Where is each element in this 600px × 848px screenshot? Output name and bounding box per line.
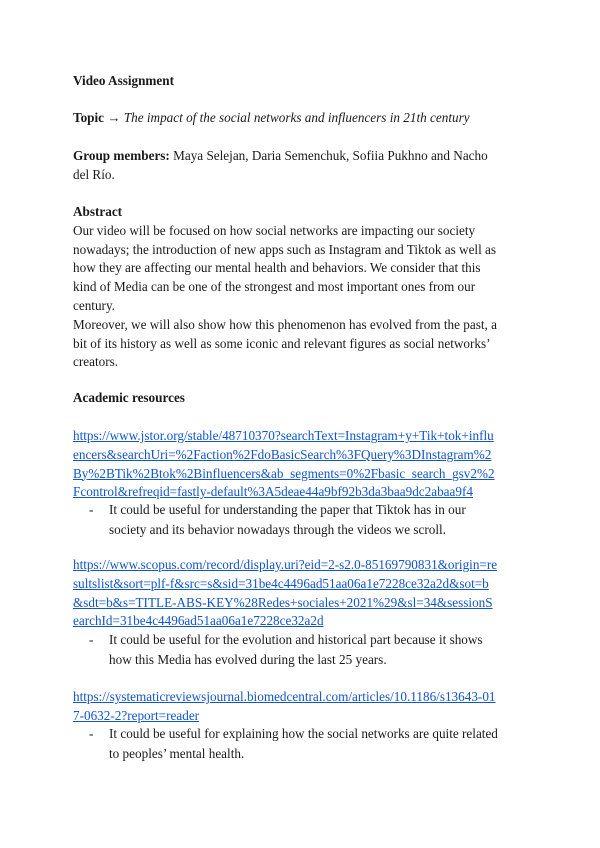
abstract-line: century.: [73, 297, 115, 313]
resource-url-line[interactable]: Fcontrol&refreqid=fastly-default%3A5deae44a9bf92b3da3baa9dc2abaa9f4: [73, 484, 473, 500]
topic-arrow: →: [107, 110, 121, 125]
resource-url-line[interactable]: https://www.scopus.com/record/display.uri?eid=2-s2.0-85169790831&origin=re: [73, 557, 498, 572]
abstract-line: creators.: [73, 354, 119, 370]
resource-url-line[interactable]: &sdt=b&s=TITLE-ABS-KEY%28Redes+sociales+2021%29&sl=34&sessionS: [73, 594, 493, 610]
group-members-names-cont: del Río.: [73, 166, 115, 182]
bullet-dash: -: [89, 632, 94, 647]
resource-note-line: It could be useful for understanding the paper that Tiktok has in our: [109, 502, 466, 517]
abstract-line: how they are affecting our mental health and behaviors. We consider that this: [73, 260, 481, 276]
group-members-names: Maya Selejan, Daria Semenchuk, Sofiia Pukhno and Nacho: [173, 148, 488, 163]
abstract-line: Our video will be focused on how social networks are impacting our society: [73, 222, 476, 238]
resource-url-line[interactable]: earchId=31be4c4496ad51aa06a1e7228ce32a2d: [73, 613, 324, 629]
resource-url-line[interactable]: 7-0632-2?report=reader: [73, 707, 200, 723]
group-members: [73, 147, 533, 185]
resource-note-line: It could be useful for explaining how the social networks are quite related: [109, 726, 498, 741]
resource-url-line[interactable]: https://systematicreviewsjournal.biomedcentral.com/articles/10.1186/s13643-01: [73, 689, 496, 704]
resource-note-line: to peoples’ mental health.: [109, 746, 245, 761]
abstract-line: bit of its history as well as some iconic and relevant figures as social networks’: [73, 335, 491, 351]
resource-url-line[interactable]: encers&searchUri=%2Faction%2FdoBasicSearch%3FQuery%3DInstagram%2: [73, 446, 492, 462]
resources-heading: Academic resources: [73, 390, 185, 405]
bullet-dash: -: [89, 502, 94, 517]
abstract-line: nowadays; the introduction of new apps such as Instagram and Tiktok as well as: [73, 241, 497, 257]
bullet-dash: -: [89, 726, 94, 741]
resource-url-line[interactable]: sultslist&sort=plf-f&src=s&sid=31be4c4496ad51aa06a1e7228ce32a2d&sot=b: [73, 575, 489, 591]
resource-link-biomedcentral[interactable]: [73, 688, 533, 726]
group-members-label: Group members:: [73, 148, 170, 163]
resource-url-line[interactable]: https://www.jstor.org/stable/48710370?searchText=Instagram+y+Tik+tok+influ: [73, 428, 494, 443]
topic-label: Topic: [73, 110, 105, 125]
topic-line: [73, 109, 533, 128]
abstract-section: [73, 203, 533, 372]
resource-note-line: It could be useful for the evolution and historical part because it shows: [109, 632, 483, 647]
abstract-line: Moreover, we will also show how this phenomenon has evolved from the past, a: [73, 316, 497, 332]
resource-note-line: society and its behavior nowadays through the videos we scroll.: [109, 522, 446, 537]
topic-text: The impact of the social networks and influencers in 21th century: [123, 110, 470, 125]
resource-url-line[interactable]: By%2BTik%2Btok%2Binfluencers&ab_segments=0%2Fbasic_search_gsv2%2: [73, 465, 495, 481]
resource-link-scopus[interactable]: [73, 556, 533, 631]
resource-link-jstor[interactable]: [73, 427, 533, 502]
document-title: Video Assignment: [73, 73, 174, 88]
abstract-heading: Abstract: [73, 204, 123, 219]
abstract-line: kind of Media can be one of the strongest and most important ones from our: [73, 279, 476, 295]
resource-note-line: how this Media has evolved during the last 25 years.: [109, 652, 387, 667]
